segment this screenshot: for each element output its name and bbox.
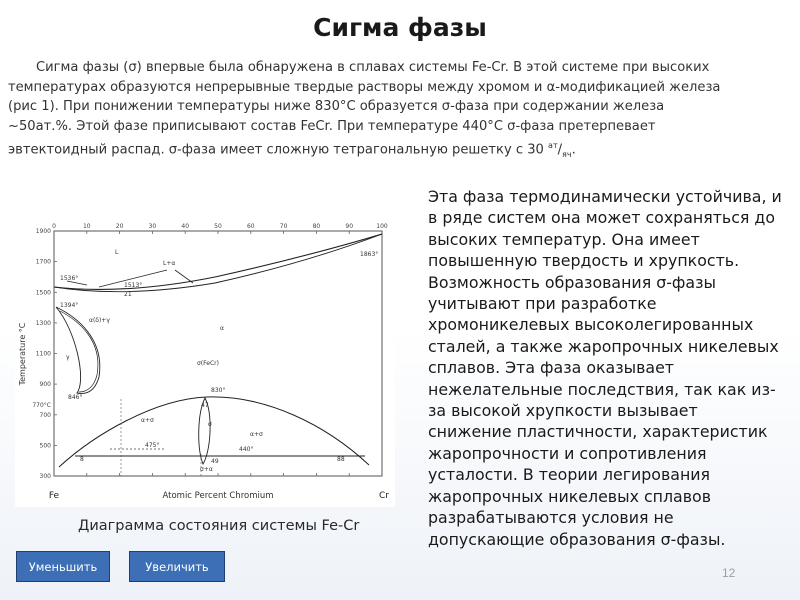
label-l-alpha: L+α: [163, 260, 176, 267]
sigma-phase-description: Эта фаза термодинамически устойчива, и в ряде систем она может сохраняться до высоких температур. Она имеет повышенную твердость и хрупкость. Возможность образования σ-фазы учитывают при разработке хромоникелевых высоколегированных сталей, а также жаропрочных никелевых сплавов. Эта фаза оказывает нежелательные последствия, так как из-за высокой хрупкости вызывает снижение пластичности, характеристик жаропрочности и сопротивления усталости. В теории легирования жаропрочных никелевых сплавов разрабатываются условия не допускающие образования σ-фазы.: [428, 187, 782, 549]
label-1536: 1536°: [60, 275, 79, 282]
y-tick-1700: 1700: [35, 258, 51, 266]
y-tick-700: 700: [39, 411, 51, 419]
top-tick-10: 10: [82, 223, 91, 230]
top-tick-50: 50: [214, 223, 222, 230]
top-tick-80: 80: [312, 223, 321, 230]
top-tick-0: 0: [52, 223, 56, 230]
label-sigma: σ: [208, 421, 212, 428]
label-1394: 1394°: [60, 302, 79, 309]
top-tick-70: 70: [279, 223, 288, 230]
diagram-caption: Диаграмма состояния системы Fe-Cr: [78, 518, 360, 534]
label-475: 475°: [145, 442, 160, 449]
label-1863: 1863°: [360, 251, 379, 258]
top-tick-30: 30: [148, 223, 157, 230]
label-alpha-sigma-right: α+σ: [250, 431, 263, 438]
label-21: 21: [124, 291, 132, 298]
y-tick-1900: 1900: [35, 228, 51, 235]
label-88: 88: [337, 456, 345, 463]
intro-sub: яч: [562, 149, 572, 159]
label-sigma-fecr: σ(FeCr): [197, 360, 219, 367]
label-sigma-alpha-bottom: σ+α: [200, 466, 213, 473]
label-1513: 1513°: [124, 282, 143, 289]
top-tick-100: 100: [376, 223, 388, 230]
zoom-in-button[interactable]: Увеличить: [129, 551, 225, 582]
y-tick-1500: 1500: [35, 289, 51, 297]
label-gamma: γ: [66, 354, 70, 361]
slide-number: 12: [722, 566, 736, 580]
top-tick-40: 40: [181, 223, 190, 230]
label-alpha-sigma-left: α+σ: [141, 417, 154, 424]
label-liquid: L: [115, 249, 119, 256]
fe-cr-phase-diagram: [15, 199, 395, 507]
x-axis-label: Atomic Percent Chromium: [162, 491, 274, 501]
intro-sup: ат: [548, 141, 558, 150]
y-axis-label: Temperature °C: [18, 322, 27, 386]
intro-end: .: [571, 142, 576, 158]
y-tick-770: 770°C: [32, 402, 51, 409]
label-440: 440°: [239, 446, 254, 453]
intro-text: Сигма фазы (σ) впервые была обнаружена в сплавах системы Fe-Cr. В этой системе при высоких температурах образуются непрерывные твердые растворы между хромом и α-модификацией железа (рис 1). При понижении температуры ниже 830°С образуется σ-фаза при содержании железа ~50ат.%. Этой фазе приписывают состав FeCr. При температуре 440°С σ-фаза претерпевает эвтектоидный распад. σ-фаза имеет сложную тетрагональную решетку с 30: [8, 60, 721, 158]
fe-label: Fe: [48, 491, 60, 501]
label-8: 8: [80, 456, 84, 463]
label-47: 47: [201, 402, 209, 409]
zoom-out-button[interactable]: Уменьшить: [16, 551, 110, 582]
y-tick-300: 300: [39, 473, 51, 480]
slide-title: Сигма фазы: [313, 13, 487, 42]
top-tick-60: 60: [246, 223, 255, 230]
top-tick-90: 90: [345, 223, 354, 230]
y-tick-500: 500: [39, 442, 51, 450]
label-830: 830°: [211, 387, 226, 394]
top-tick-20: 20: [115, 223, 124, 230]
label-49: 49: [211, 458, 219, 465]
y-tick-900: 900: [39, 381, 51, 389]
y-tick-1300: 1300: [35, 319, 51, 327]
label-alpha: α: [220, 325, 224, 332]
intro-paragraph: Сигма фазы (σ) впервые была обнаружена в сплавах системы Fe-Cr. В этой системе при высоких температурах образуются непрерывные твердые растворы между хромом и α-модификацией железа (рис 1). При понижении температуры ниже 830°С образуется σ-фаза при содержании железа ~50ат.%. Этой фазе приписывают состав FeCr. При температуре 440°С σ-фаза претерпевает эвтектоидный распад. σ-фаза имеет сложную тетрагональную решетку с 30 $^{ат}/_{яч}$.: [8, 60, 721, 159]
y-tick-1100: 1100: [35, 350, 51, 358]
cr-label: Cr: [379, 491, 389, 501]
label-alpha-gamma: α(δ)+γ: [89, 317, 110, 324]
label-846: 846°: [68, 394, 83, 401]
